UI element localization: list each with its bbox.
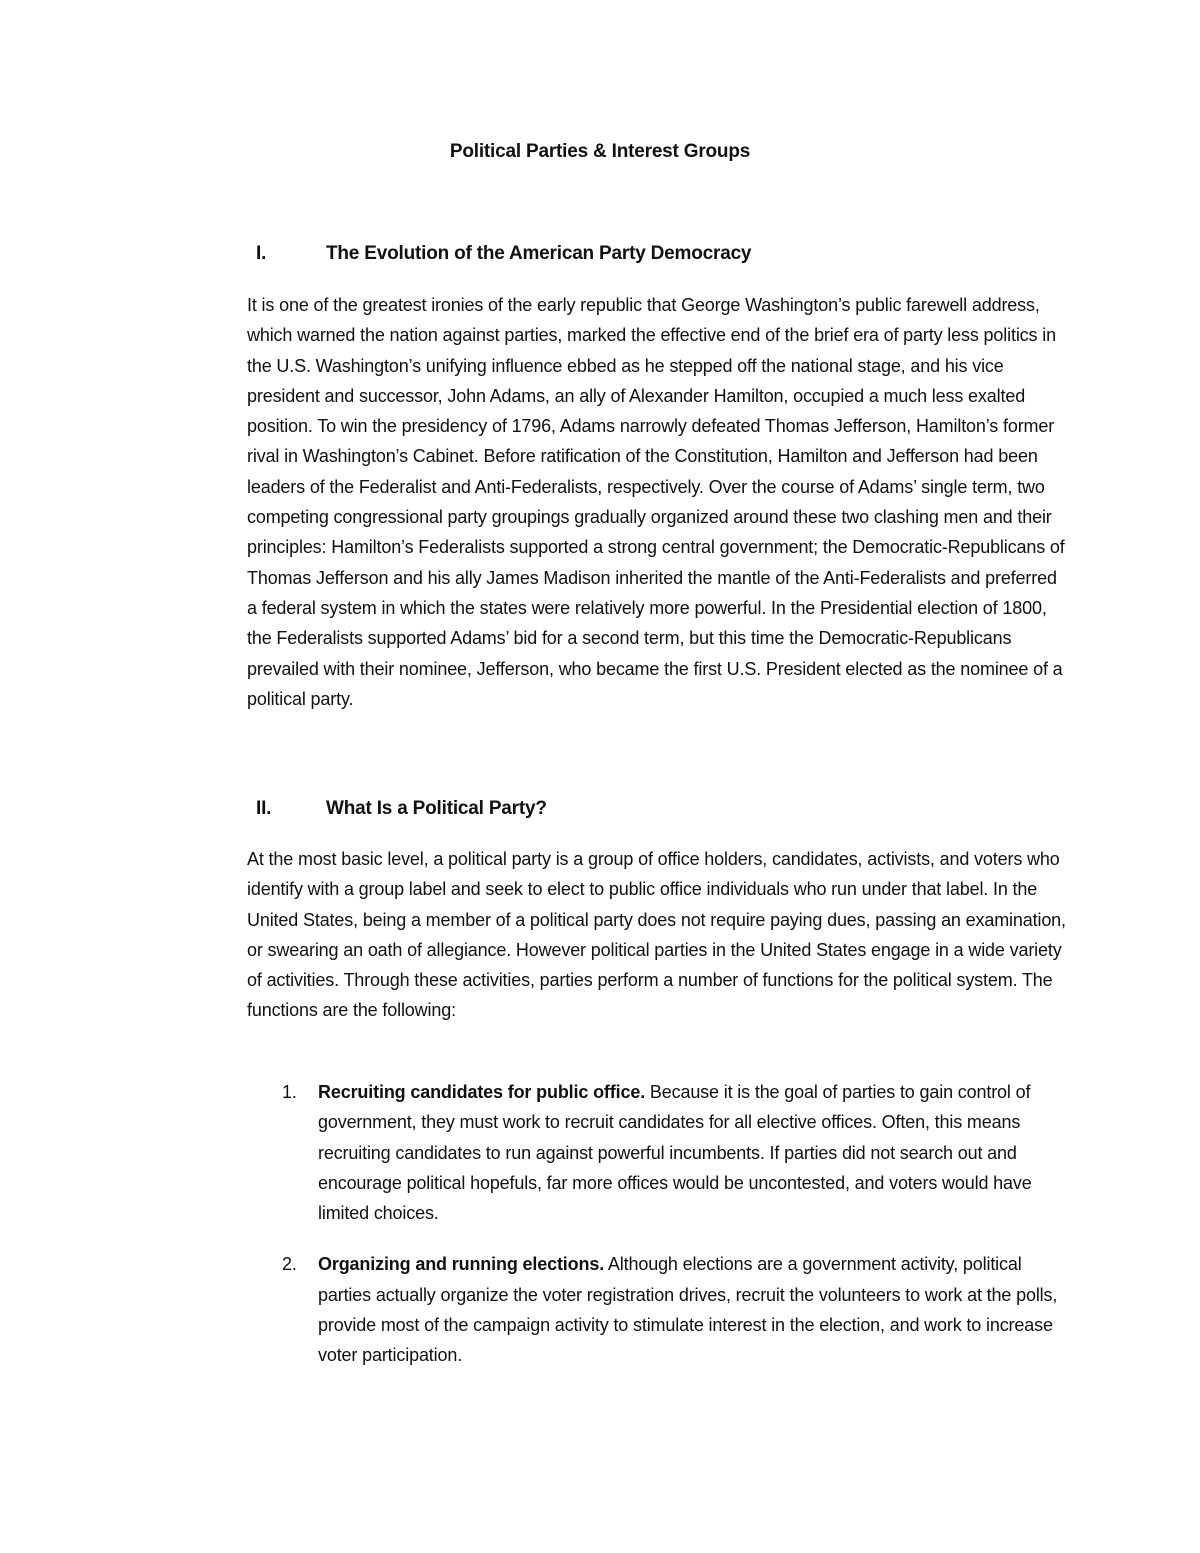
section-heading-2 xyxy=(256,798,547,820)
list-marker-1: 1. xyxy=(282,1082,297,1102)
document-title: Political Parties & Interest Groups xyxy=(449,141,751,162)
list-item-lead-2: Organizing and running elections. xyxy=(318,1254,605,1275)
section-paragraph-1: It is one of the greatest ironies of the early republic that George Washington’s public farewell address, which warned the nation against parties, marked the effective end of the brief era of party less politics in the U.S. Washington’s unifying influence ebbed as he stepped off the national stage, and his vice president and successor, John Adams, an ally of Alexander Hamilton, occupied a much less exalted position. To win the presidency of 1796, Adams narrowly defeated Thomas Jefferson, Hamilton’s former rival in Washington’s Cabinet. Before ratification of the Constitution, Hamilton and Jefferson had been leaders of the Federalist and Anti-Federalists, respectively. Over the course of Adams’ single term, two competing congressional party groupings gradually organized around these two clashing men and their principles: Hamilton’s Federalists supported a strong central government; the Democratic-Republicans of Thomas Jefferson and his ally James Madison inherited the mantle of the Anti-Federalists and preferred a federal system in which the states were relatively more powerful. In the Presidential election of 1800, the Federalists supported Adams’ bid for a second term, but this time the Democratic-Republicans prevailed with their nominee, Jefferson, who became the first U.S. President elected as the nominee of a political party. xyxy=(247,295,1065,709)
list-item xyxy=(0,1249,1078,1370)
section-number-2: II. xyxy=(256,798,272,819)
section-title-1: The Evolution of the American Party Democracy xyxy=(326,243,752,264)
list-marker-2: 2. xyxy=(282,1254,297,1275)
section-number-1: I. xyxy=(256,243,267,264)
section-title-2: What Is a Political Party? xyxy=(326,798,547,819)
section-heading-1 xyxy=(256,243,751,265)
list-item-lead-1: Recruiting candidates for public office. xyxy=(318,1082,646,1102)
list-item-text-2: Although elections are a government activity, political parties actually organize the voter registration drives, recruit the volunteers to work at the polls, provide most of the campaign activity to stimulate interest in the election, and work to increase voter participation. xyxy=(318,1254,1058,1366)
functions-list xyxy=(0,1077,1200,1371)
list-item-text-1: Because it is the goal of parties to gain control of government, they must work to recruit candidates for all elective offices. Often, this means recruiting candidates to run against powerful incumbents. If parties did not search out and encourage political hopefuls, far more offices would be uncontested, and voters would have limited choices. xyxy=(318,1082,1032,1224)
section-paragraph-2: At the most basic level, a political party is a group of office holders, candidates, activists, and voters who identify with a group label and seek to elect to public office individuals who run under that label. In the United States, being a member of a political party does not require paying dues, passing an examination, or swearing an oath of allegiance. However political parties in the United States engage in a wide variety of activities. Through these activities, parties perform a number of functions for the political system. The functions are the following: xyxy=(247,849,1066,1021)
list-item xyxy=(0,1077,1078,1228)
